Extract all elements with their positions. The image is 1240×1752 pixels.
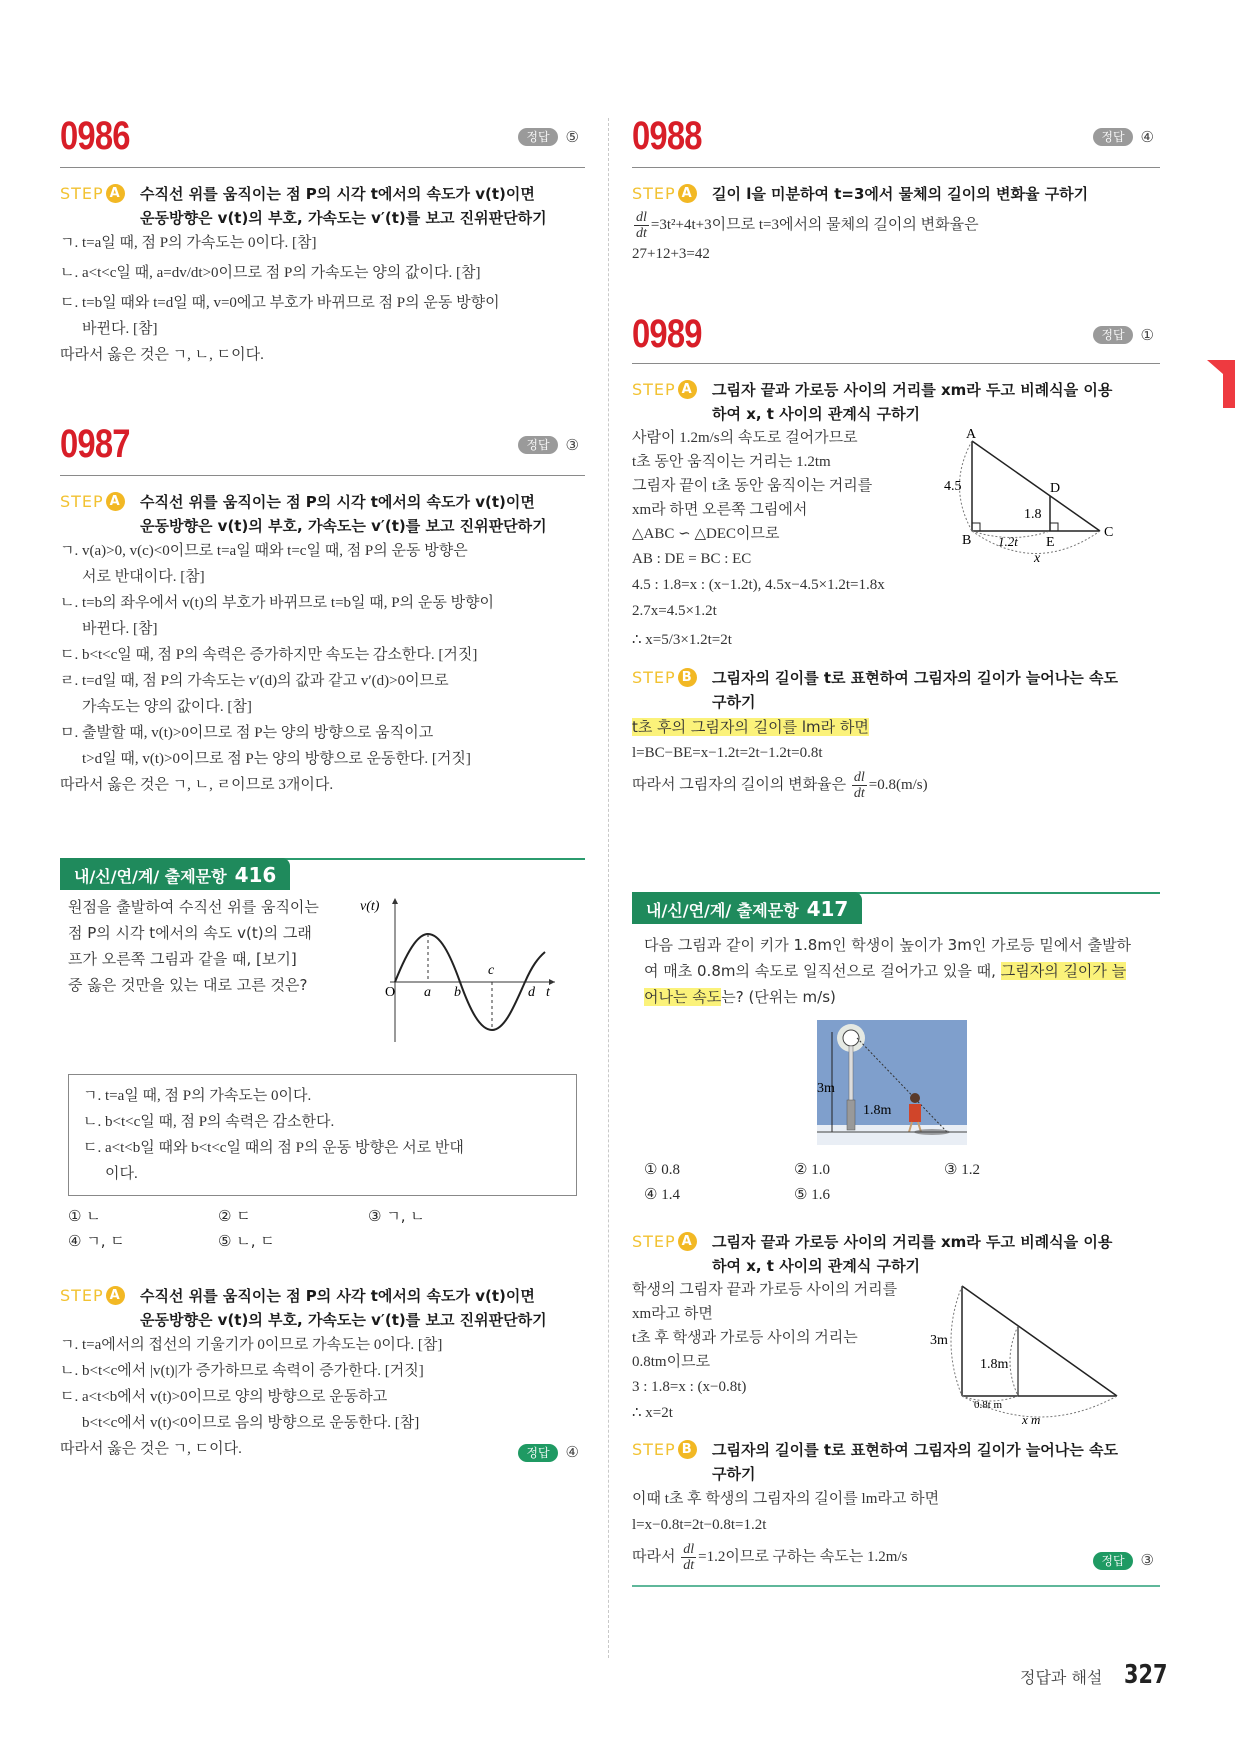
- solution-line: ㄹ. t=d일 때, 점 P의 가속도는 v′(d)의 값과 같고 v′(d)>0이므로: [60, 673, 449, 689]
- conclusion: 따라서 옳은 것은 ㄱ, ㄷ이다. 정답 ④: [60, 1436, 585, 1462]
- conclusion: 따라서 $\frac{dl}{dt}$ =1.2이므로 구하는 속도는 1.2m/s 정답 ③: [632, 1542, 1154, 1573]
- solution-line: ㄴ. a<t<c일 때, a=dv/dt>0이므로 점 P의 가속도는 양의 값이다. [참]: [60, 265, 481, 281]
- step-letter-icon: A: [106, 492, 125, 511]
- solution-line: 0.8tm이므로: [632, 1354, 711, 1370]
- conclusion: 따라서 옳은 것은 ㄱ, ㄴ, ㄷ이다.: [60, 347, 264, 363]
- derivative-fraction: $\frac{dl}{dt}$: [853, 770, 865, 801]
- solution-line: xm라 하면 오른쪽 그림에서: [632, 502, 808, 518]
- solution-line: △ABC ∽ △DEC이므로: [632, 526, 780, 542]
- solution-line: ∴ x=2t: [632, 1405, 673, 1421]
- answer-value: ③: [1140, 1553, 1154, 1569]
- svg-text:b: b: [454, 985, 461, 1000]
- step-title: 수직선 위를 움직이는 점 P의 시각 t에서의 속도가 v(t)이면: [140, 185, 535, 203]
- linked-question-tab: 내/신/연/계/ 출제문항 416: [60, 858, 290, 890]
- problem-header: [60, 420, 585, 476]
- step-title: 하여 x, t 사이의 관계식 구하기: [712, 405, 921, 423]
- solution-line: ㄷ. b<t<c일 때, 점 P의 속력은 증가하지만 속도는 감소한다. [거짓]: [60, 647, 478, 663]
- step-label: STEP A: [632, 1230, 712, 1278]
- choice: ① 0.8: [644, 1162, 680, 1178]
- conclusion: 따라서 옳은 것은 ㄱ, ㄴ, ㄹ이므로 3개이다.: [60, 777, 334, 793]
- svg-text:x m: x m: [1022, 1412, 1041, 1427]
- highlighted-text: t초 후의 그림자의 길이를 lm라 하면: [632, 718, 869, 736]
- step-a-body: [632, 426, 1160, 656]
- svg-text:c: c: [488, 963, 495, 978]
- solution-line: b<t<c에서 v(t)<0이므로 음의 방향으로 운동한다. [참]: [82, 1415, 420, 1431]
- solution-line: 사람이 1.2m/s의 속도로 걸어가므로: [632, 430, 858, 446]
- solution-line: ㄱ. t=a에서의 접선의 기울기가 0이므로 가속도는 0이다. [참]: [60, 1337, 443, 1353]
- svg-text:0.8t m: 0.8t m: [974, 1399, 1003, 1411]
- step-a: [60, 182, 585, 230]
- step-letter-icon: A: [678, 184, 697, 203]
- problem-number: 0988: [632, 114, 702, 158]
- step-letter-icon: A: [106, 184, 125, 203]
- problem-number: 0987: [60, 422, 130, 466]
- step-title: 수직선 위를 움직이는 점 P의 시각 t에서의 속도가 v(t)이면: [140, 493, 535, 511]
- step-b: [632, 1438, 1160, 1486]
- step-letter-icon: B: [678, 1440, 697, 1459]
- solution-line: 가속도는 양의 값이다. [참]: [82, 699, 252, 715]
- solution-line: t>d일 때, v(t)>0이므로 점 P는 양의 방향으로 운동한다. [거짓]: [82, 751, 471, 767]
- svg-text:E: E: [1046, 535, 1055, 550]
- question-line: 원점을 출발하여 수직선 위를 움직이는: [68, 898, 319, 916]
- solution-line: ㄱ. v(a)>0, v(c)<0이므로 t=a일 때와 t=c일 때, 점 P의 운동 방향은: [60, 543, 468, 559]
- choice: ② 1.0: [794, 1162, 830, 1178]
- solution-line: ㄷ. a<t<b에서 v(t)>0이므로 양의 방향으로 운동하고: [60, 1389, 388, 1405]
- answer-indicator: [518, 436, 579, 454]
- shadow-triangle-diagram: [922, 1278, 1152, 1428]
- solution-line: ㄴ. t=b의 좌우에서 v(t)의 부호가 바뀌므로 t=b일 때, P의 운동 방향이: [60, 595, 495, 611]
- similar-triangles-diagram: [932, 426, 1152, 576]
- step-title: 운동방향은 v(t)의 부호, 가속도는 v′(t)를 보고 진위판단하기: [140, 517, 547, 535]
- linked-question-header: [632, 892, 1160, 922]
- solution-line: 서로 반대이다. [참]: [82, 569, 205, 585]
- svg-text:B: B: [962, 533, 972, 548]
- step-label: STEP A: [632, 182, 712, 206]
- step-letter-icon: A: [678, 380, 697, 399]
- question-line: 다음 그림과 같이 키가 1.8m인 학생이 높이가 3m인 가로등 밑에서 출발하: [644, 936, 1132, 954]
- solution-line: t초 후 학생과 가로등 사이의 거리는: [632, 1330, 858, 1346]
- step-title: 그림자의 길이를 t로 표현하여 그림자의 길이가 늘어나는 속도: [712, 1441, 1118, 1459]
- column-divider: [608, 118, 609, 1658]
- solution-line: t초 동안 움직이는 거리는 1.2tm: [632, 454, 831, 470]
- solution-line: AB : DE = BC : EC: [632, 551, 752, 567]
- question-line: 프가 오른쪽 그림과 같을 때, [보기]: [68, 950, 297, 968]
- streetlamp-illustration: [817, 1020, 967, 1150]
- step-a: [60, 1284, 585, 1332]
- answer-indicator: [1093, 326, 1154, 344]
- step-label: STEP A: [60, 1284, 140, 1332]
- problem-number: 0986: [60, 114, 130, 158]
- bogi-item: ㄱ. t=a일 때, 점 P의 가속도는 0이다.: [83, 1088, 312, 1104]
- answer-value: ③: [565, 436, 579, 454]
- solution-line: l=BC−BE=x−1.2t=2t−1.2t=0.8t: [632, 745, 823, 761]
- step-label: STEP A: [60, 490, 140, 538]
- answer-badge: 정답: [1093, 128, 1132, 146]
- answer-indicator: [1093, 128, 1154, 146]
- solution-line: 바뀐다. [참]: [82, 621, 158, 637]
- question-line: 점 P의 시각 t에서의 속도 v(t)의 그래: [68, 924, 312, 942]
- question-body: [60, 894, 585, 1064]
- step-title: 구하기: [712, 693, 756, 711]
- svg-text:a: a: [424, 985, 431, 1000]
- solution-line: 3 : 1.8=x : (x−0.8t): [632, 1379, 747, 1395]
- step-title: 그림자 끝과 가로등 사이의 거리를 xm라 두고 비례식을 이용: [712, 381, 1113, 399]
- step-title: 하여 x, t 사이의 관계식 구하기: [712, 1257, 921, 1275]
- solution-line: ㄱ. t=a일 때, 점 P의 가속도는 0이다. [참]: [60, 235, 317, 251]
- solution-line: ∴ x=5/3×1.2t=2t: [632, 632, 732, 648]
- svg-text:C: C: [1104, 525, 1114, 540]
- answer-badge: 정답: [518, 436, 557, 454]
- bogi-item: ㄴ. b<t<c일 때, 점 P의 속력은 감소한다.: [83, 1114, 335, 1130]
- solution-line: 바뀐다. [참]: [82, 321, 158, 337]
- problem-header: [632, 112, 1160, 168]
- choice: ② ㄷ: [218, 1207, 251, 1225]
- svg-text:O: O: [385, 985, 396, 1000]
- solution-line: xm라고 하면: [632, 1306, 713, 1322]
- svg-text:1.8m: 1.8m: [980, 1357, 1009, 1372]
- solution-line: 그림자 끝이 t초 동안 움직이는 거리를: [632, 478, 873, 494]
- svg-text:A: A: [966, 427, 977, 442]
- step-a: [632, 378, 1160, 426]
- step-label: STEP A: [60, 182, 140, 230]
- svg-text:1.2t: 1.2t: [998, 534, 1018, 549]
- solution-line: 4.5 : 1.8=x : (x−1.2t), 4.5x−4.5×1.2t=1.8x: [632, 577, 885, 593]
- choice: ④ ㄱ, ㄷ: [68, 1232, 125, 1250]
- step-label: STEP B: [632, 1438, 712, 1486]
- derivative-fraction: $\frac{dl}{dt}$: [683, 1542, 695, 1573]
- svg-text:1.8: 1.8: [1024, 507, 1042, 522]
- answer-choices: [644, 1158, 1160, 1208]
- choice: ⑤ 1.6: [794, 1187, 830, 1203]
- solution-line: 2.7x=4.5×1.2t: [632, 603, 717, 619]
- solution-line: l=x−0.8t=2t−0.8t=1.2t: [632, 1517, 767, 1533]
- solution-line: ㄷ. t=b일 때와 t=d일 때, v=0에고 부호가 바뀌므로 점 P의 운동 방향이: [60, 295, 500, 311]
- step-letter-icon: A: [678, 1232, 697, 1251]
- answer-indicator: [1093, 1548, 1154, 1574]
- solution-line: ㄴ. b<t<c에서 |v(t)|가 증가하므로 속력이 증가한다. [거짓]: [60, 1363, 424, 1379]
- svg-text:d: d: [528, 985, 535, 1000]
- question-line: 어나는 속도는? (단위는 m/s): [644, 988, 836, 1006]
- answer-value: ⑤: [565, 128, 579, 146]
- problem-header: [632, 312, 1160, 364]
- velocity-graph: [360, 894, 560, 1044]
- svg-text:v(t): v(t): [360, 899, 380, 914]
- step-a: [632, 1230, 1160, 1278]
- svg-text:x: x: [1034, 551, 1041, 566]
- problem-0986: [60, 112, 585, 368]
- choice: ⑤ ㄴ, ㄷ: [218, 1232, 275, 1250]
- bogi-item: 이다.: [105, 1166, 138, 1182]
- page-number: 327: [1124, 1660, 1168, 1690]
- step-title: 길이 l을 미분하여 t=3에서 물체의 길이의 변화율 구하기: [712, 185, 1089, 203]
- step-title: 운동방향은 v(t)의 부호, 가속도는 v′(t)를 보고 진위판단하기: [140, 1311, 547, 1329]
- problem-0988: [632, 112, 1160, 267]
- problem-header: [60, 112, 585, 168]
- solution-line: [632, 714, 1160, 740]
- answer-badge: 정답: [518, 128, 557, 146]
- svg-text:3m: 3m: [817, 1081, 835, 1096]
- answer-value: ④: [1140, 128, 1154, 146]
- svg-text:t: t: [546, 985, 550, 1000]
- bogi-item: ㄷ. a<t<b일 때와 b<t<c일 때의 점 P의 운동 방향은 서로 반대: [83, 1140, 464, 1156]
- page-footer: [1020, 1660, 1179, 1690]
- answer-indicator: [518, 128, 579, 146]
- choice: ④ 1.4: [644, 1187, 680, 1203]
- choice: ③ ㄱ, ㄴ: [368, 1207, 425, 1225]
- answer-badge: 정답: [1093, 326, 1132, 344]
- svg-text:D: D: [1050, 481, 1061, 496]
- answer-indicator: [518, 1440, 579, 1466]
- problem-0987: [60, 420, 585, 798]
- derivative-fraction: $\frac{dl}{dt}$: [636, 210, 647, 241]
- section-end-rule: [632, 1585, 1160, 1587]
- question-416: [60, 858, 585, 1462]
- answer-value: ④: [565, 1445, 579, 1461]
- step-title: 운동방향은 v(t)의 부호, 가속도는 v′(t)를 보고 진위판단하기: [140, 209, 547, 227]
- step-title: 그림자 끝과 가로등 사이의 거리를 xm라 두고 비례식을 이용: [712, 1233, 1113, 1251]
- answer-badge: 정답: [1093, 1552, 1132, 1570]
- footer-label: 정답과 해설: [1020, 1668, 1103, 1687]
- step-title: 구하기: [712, 1465, 756, 1483]
- problem-number: 0989: [632, 312, 702, 356]
- solution-line: 27+12+3=42: [632, 246, 710, 262]
- svg-text:4.5: 4.5: [944, 479, 962, 494]
- question-417: [632, 892, 1160, 1587]
- question-line: 중 옳은 것만을 있는 대로 고른 것은?: [68, 976, 308, 994]
- step-a: [60, 490, 585, 538]
- svg-text:1.8m: 1.8m: [863, 1103, 892, 1118]
- step-label: STEP B: [632, 666, 712, 714]
- solution-line: 학생의 그림자 끝과 가로등 사이의 거리를: [632, 1282, 898, 1298]
- step-b: [632, 666, 1160, 714]
- step-letter-icon: B: [678, 668, 697, 687]
- question-body: [644, 932, 1160, 1010]
- step-title: 수직선 위를 움직이는 점 P의 사각 t에서의 속도가 v(t)이면: [140, 1287, 535, 1305]
- linked-question-tab: 내/신/연/계/ 출제문항 417: [632, 892, 862, 924]
- answer-choices: [68, 1204, 585, 1254]
- answer-value: ①: [1140, 326, 1154, 344]
- step-title: 그림자의 길이를 t로 표현하여 그림자의 길이가 늘어나는 속도: [712, 669, 1118, 687]
- problem-0989: [632, 312, 1160, 801]
- step-label: STEP A: [632, 378, 712, 426]
- question-line: 여 매초 0.8m의 속도로 일직선으로 걸어가고 있을 때, 그림자의 길이가 늘: [644, 962, 1127, 980]
- solution-line: ㅁ. 출발할 때, v(t)>0이므로 점 P는 양의 방향으로 움직이고: [60, 725, 434, 741]
- step-a-body: [632, 1278, 1160, 1426]
- bogi-box: [68, 1074, 577, 1196]
- step-letter-icon: A: [106, 1286, 125, 1305]
- choice: ① ㄴ: [68, 1207, 101, 1225]
- chapter-tab-marker: [1207, 360, 1235, 408]
- step-a: [632, 182, 1160, 206]
- svg-text:3m: 3m: [930, 1333, 948, 1348]
- linked-question-header: [60, 858, 585, 888]
- conclusion: 따라서 그림자의 길이의 변화율은 $\frac{dl}{dt}$ =0.8(m/s): [632, 770, 928, 801]
- solution-line: 이때 t초 후 학생의 그림자의 길이를 lm라고 하면: [632, 1491, 940, 1507]
- choice: ③ 1.2: [944, 1162, 980, 1178]
- answer-badge: 정답: [518, 1444, 557, 1462]
- solution-line: $\frac{dl}{dt}$ =3t²+4t+3이므로 t=3에서의 물체의 길이의 변화율은: [636, 210, 979, 241]
